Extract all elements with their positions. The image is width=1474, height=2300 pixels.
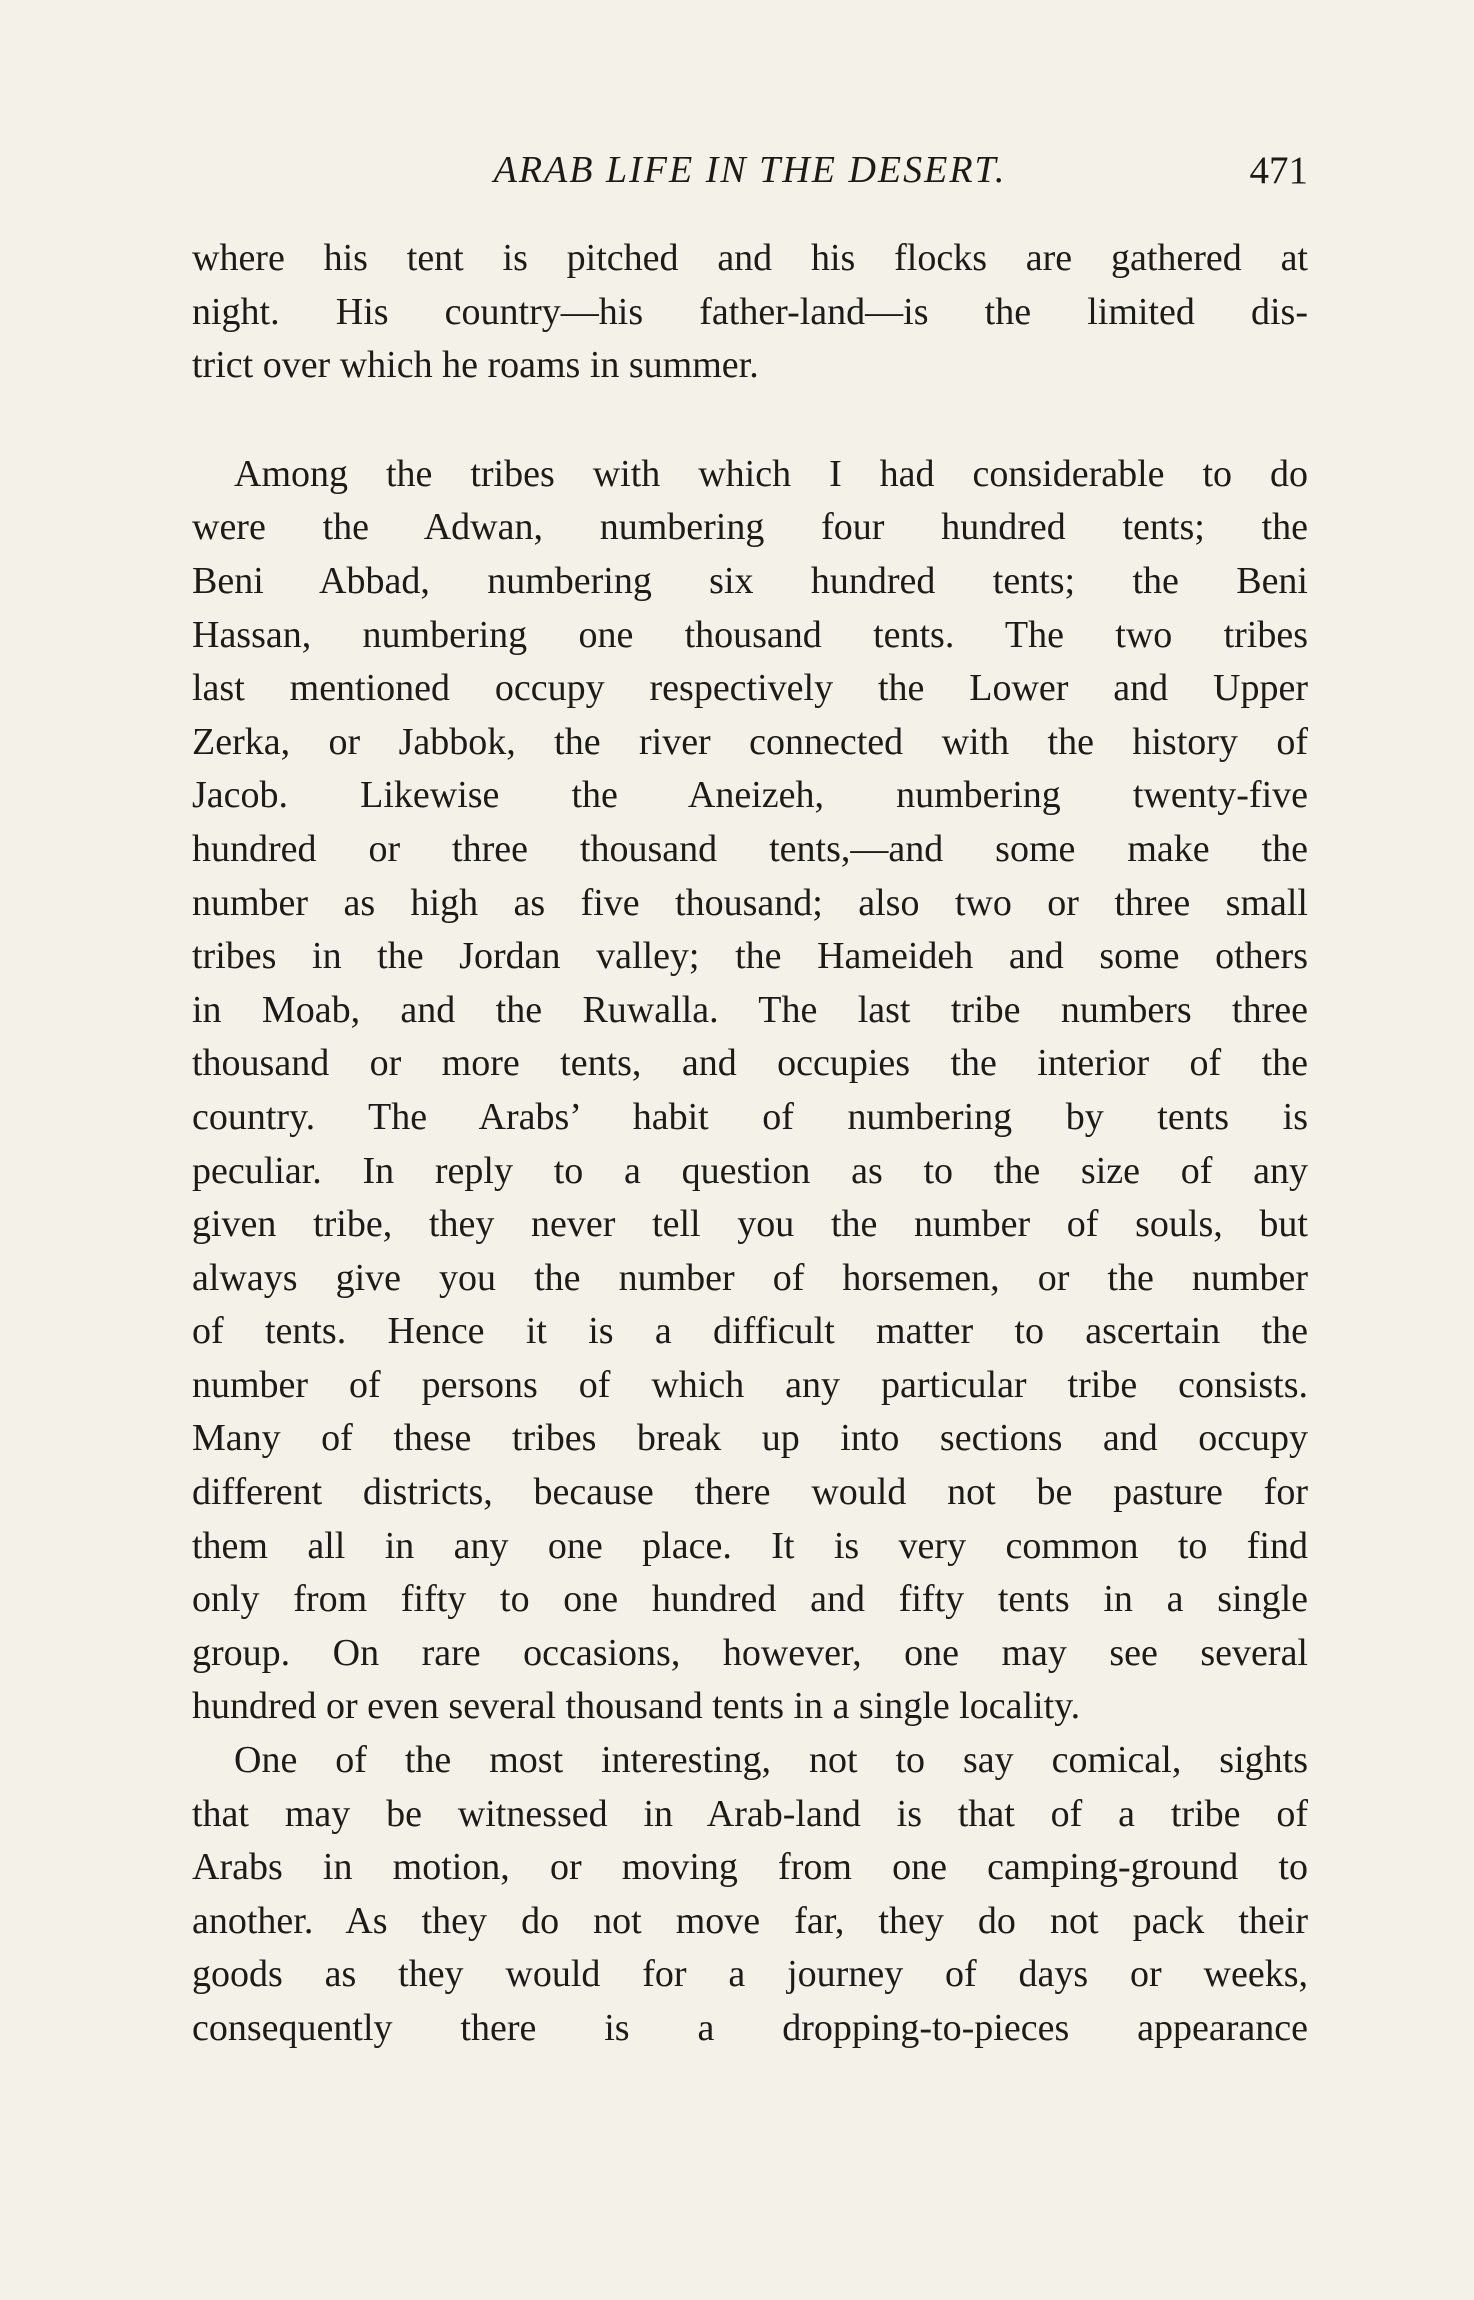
- text-line: of tents. Hence it is a difficult matter to ascertain the: [192, 1310, 1308, 1353]
- text-line: consequently there is a dropping-to-pieces appearance: [192, 2007, 1308, 2049]
- text-line: only from fifty to one hundred and fifty tents in a single: [192, 1578, 1308, 1621]
- text-line: always give you the number of horsemen, or the number: [192, 1256, 1308, 1299]
- text-line: were the Adwan, numbering four hundred tents; the: [192, 506, 1308, 549]
- text-line: in Moab, and the Ruwalla. The last tribe numbers three: [192, 988, 1308, 1031]
- text-line: night. His country—his father-land—is the limited dis-: [192, 290, 1308, 333]
- text-line: number of persons of which any particular tribe consists.: [192, 1363, 1308, 1406]
- paragraph-gap: [192, 393, 1308, 448]
- text-line: Hassan, numbering one thousand tents. The two tribes: [192, 613, 1308, 656]
- text-line: another. As they do not move far, they do not pack their: [192, 1899, 1308, 1942]
- text-line: Zerka, or Jabbok, the river connected with the history of: [192, 720, 1308, 763]
- page-number: 471: [1249, 149, 1308, 192]
- page-header: [192, 140, 1308, 200]
- text-line: country. The Arabs’ habit of numbering by tents is: [192, 1095, 1308, 1138]
- text-line: Many of these tribes break up into sections and occupy: [192, 1417, 1308, 1460]
- text-line: Jacob. Likewise the Aneizeh, numbering twenty-five: [192, 774, 1308, 817]
- paragraph: [192, 448, 1308, 1734]
- text-line: trict over which he roams in summer.: [192, 344, 759, 387]
- text-line: peculiar. In reply to a question as to the size of any: [192, 1149, 1308, 1192]
- text-line: different districts, because there would not be pasture for: [192, 1471, 1308, 1514]
- body-text: [192, 232, 1308, 2056]
- text-line: goods as they would for a journey of days or weeks,: [192, 1953, 1308, 1996]
- paragraph: [192, 232, 1308, 393]
- text-line: Arabs in motion, or moving from one camping-ground to: [192, 1846, 1308, 1889]
- text-line: thousand or more tents, and occupies the interior of the: [192, 1042, 1308, 1085]
- text-line: given tribe, they never tell you the number of souls, but: [192, 1203, 1308, 1246]
- text-line: One of the most interesting, not to say comical, sights: [234, 1739, 1308, 1782]
- text-line: that may be witnessed in Arab-land is that of a tribe of: [192, 1792, 1308, 1835]
- text-line: last mentioned occupy respectively the Lower and Upper: [192, 667, 1308, 710]
- text-line: group. On rare occasions, however, one may see several: [192, 1631, 1308, 1674]
- text-line: Among the tribes with which I had considerable to do: [234, 452, 1308, 495]
- text-line: them all in any one place. It is very common to find: [192, 1524, 1308, 1567]
- paragraph: [192, 1734, 1308, 2056]
- text-line: where his tent is pitched and his flocks are gathered at: [192, 237, 1308, 279]
- text-line: number as high as five thousand; also two or three small: [192, 881, 1308, 924]
- text-line: hundred or even several thousand tents in a single locality.: [192, 1685, 1081, 1728]
- text-line: Beni Abbad, numbering six hundred tents; the Beni: [192, 559, 1308, 602]
- text-line: tribes in the Jordan valley; the Hameideh and some others: [192, 935, 1308, 978]
- text-line: hundred or three thousand tents,—and some make the: [192, 827, 1308, 870]
- running-title: ARAB LIFE IN THE DESERT.: [493, 149, 1007, 191]
